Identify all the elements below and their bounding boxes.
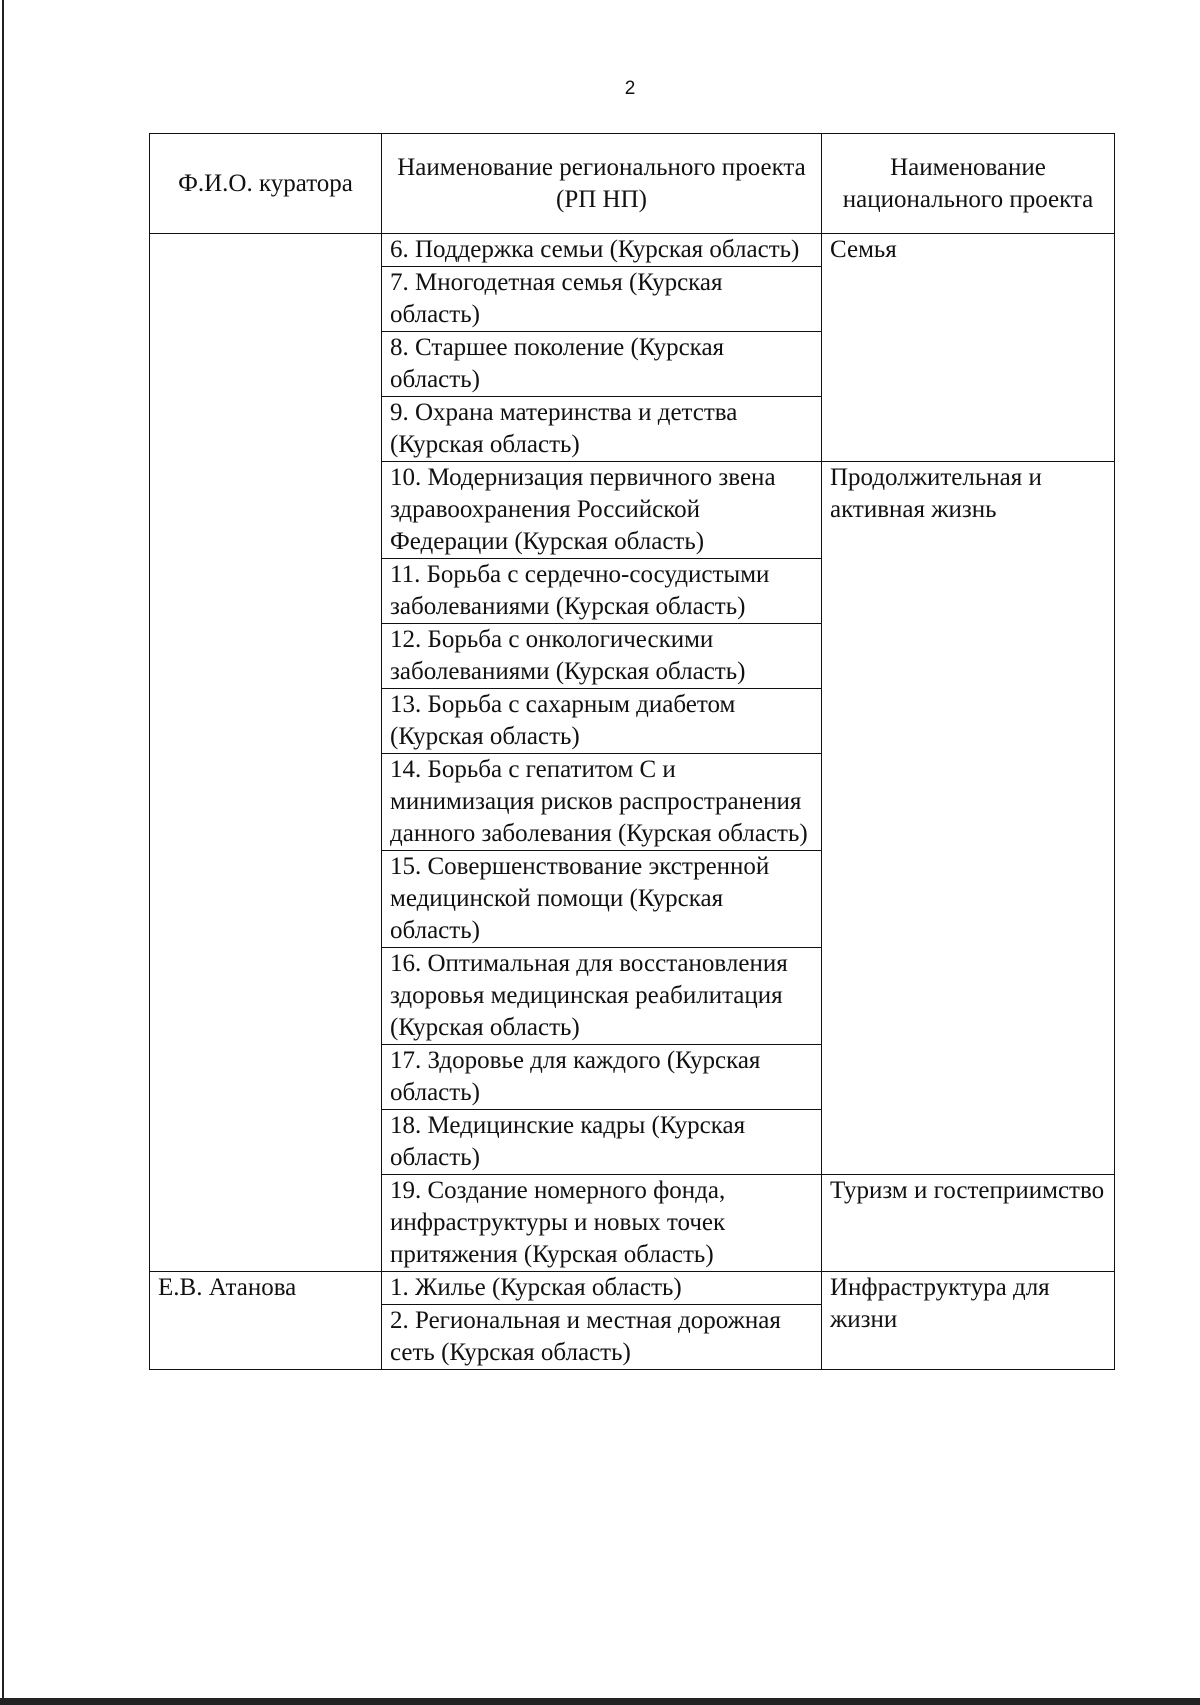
national-project-cell: Продолжительная и активная жизнь: [822, 462, 1115, 1175]
regional-project-cell: 16. Оптимальная для восстановления здоровья медицинская реабилитация (Курская область): [382, 948, 822, 1045]
regional-project-cell: 7. Многодетная семья (Курская область): [382, 267, 822, 332]
header-curator: Ф.И.О. куратора: [150, 134, 382, 234]
regional-project-cell: 2. Региональная и местная дорожная сеть (Курская область): [382, 1305, 822, 1370]
regional-project-cell: 11. Борьба с сердечно-сосудистыми заболеваниями (Курская область): [382, 559, 822, 624]
table-row: [150, 1272, 1115, 1305]
header-regional-project: Наименование регионального проекта (РП НП): [382, 134, 822, 234]
regional-project-cell: 1. Жилье (Курская область): [382, 1272, 822, 1305]
national-project-cell: Семья: [822, 234, 1115, 462]
regional-project-cell: 19. Создание номерного фонда, инфраструктуры и новых точек притяжения (Курская область): [382, 1175, 822, 1272]
regional-project-cell: 18. Медицинские кадры (Курская область): [382, 1110, 822, 1175]
curator-cell: [150, 234, 382, 1272]
table-row: [150, 234, 1115, 267]
national-project-cell: Туризм и гостеприимство: [822, 1175, 1115, 1272]
regional-project-cell: 12. Борьба с онкологическими заболеваниями (Курская область): [382, 624, 822, 689]
scan-bottom-border: [0, 1698, 1200, 1705]
regional-project-cell: 15. Совершенствование экстренной медицинской помощи (Курская область): [382, 851, 822, 948]
national-project-cell: Инфраструктура для жизни: [822, 1272, 1115, 1370]
curators-table: [149, 133, 1115, 1370]
regional-project-cell: 14. Борьба с гепатитом С и минимизация рисков распространения данного заболевания (Курская область): [382, 754, 822, 851]
regional-project-cell: 8. Старшее поколение (Курская область): [382, 332, 822, 397]
regional-project-cell: 13. Борьба с сахарным диабетом (Курская область): [382, 689, 822, 754]
header-national-project: Наименование национального проекта: [822, 134, 1115, 234]
regional-project-cell: 6. Поддержка семьи (Курская область): [382, 234, 822, 267]
regional-project-cell: 9. Охрана материнства и детства (Курская область): [382, 397, 822, 462]
scan-left-border: [2, 0, 4, 1705]
table-header-row: [150, 134, 1115, 234]
page-number: 2: [624, 78, 636, 99]
regional-project-cell: 10. Модернизация первичного звена здравоохранения Российской Федерации (Курская область): [382, 462, 822, 559]
regional-project-cell: 17. Здоровье для каждого (Курская область): [382, 1045, 822, 1110]
table-body: [150, 234, 1115, 1370]
curator-cell: Е.В. Атанова: [150, 1272, 382, 1370]
